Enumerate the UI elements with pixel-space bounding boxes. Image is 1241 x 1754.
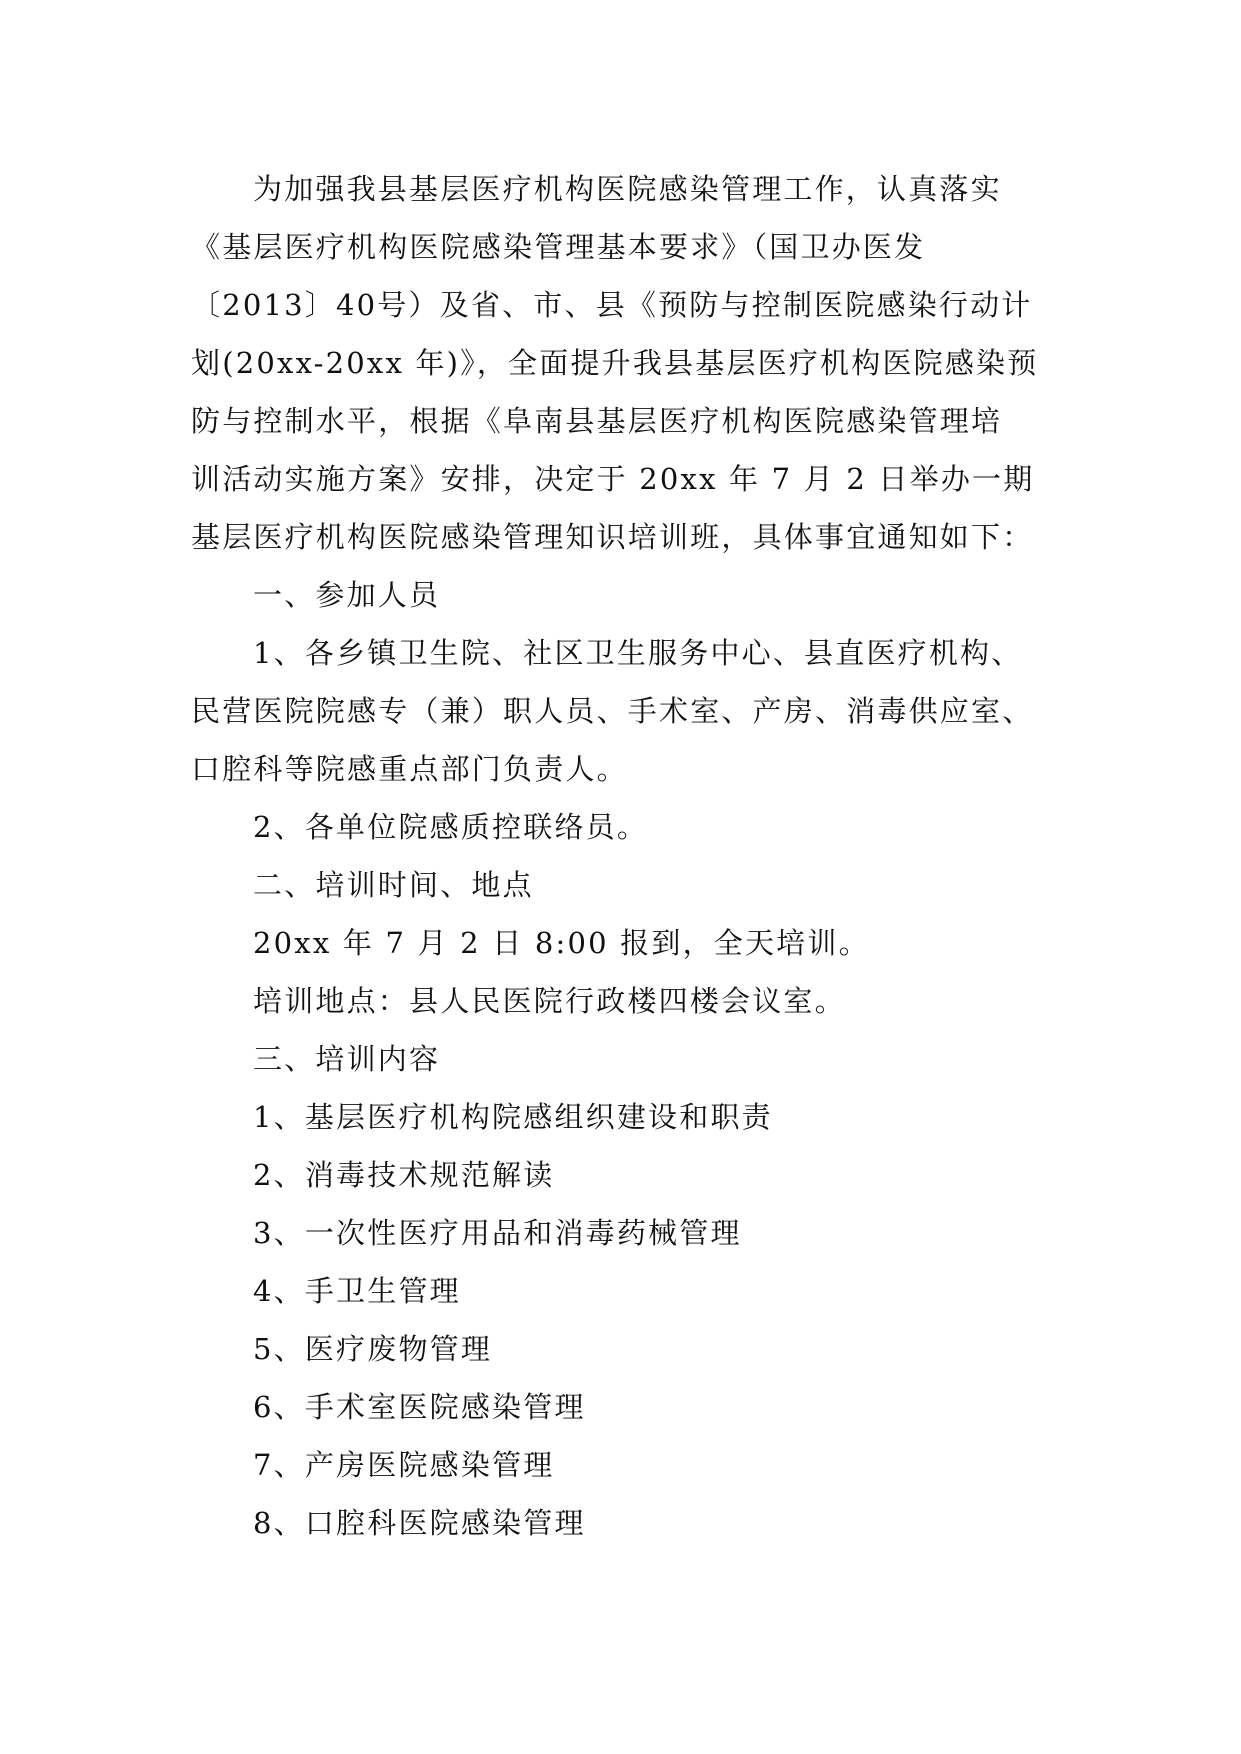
content-item: 5、医疗废物管理 xyxy=(253,1332,493,1366)
participants-item-1-line: 口腔科等院感重点部门负责人。 xyxy=(191,752,628,786)
intro-line: 为加强我县基层医疗机构医院感染管理工作，认真落实 xyxy=(253,172,1002,206)
section-heading-time-location: 二、培训时间、地点 xyxy=(253,868,534,902)
participants-item-1-line: 1、各乡镇卫生院、社区卫生服务中心、县直医疗机构、 xyxy=(253,636,1023,670)
content-item: 2、消毒技术规范解读 xyxy=(253,1158,555,1192)
content-item: 3、一次性医疗用品和消毒药械管理 xyxy=(253,1216,742,1250)
training-time: 20xx 年 7 月 2 日 8:00 报到，全天培训。 xyxy=(253,926,870,960)
intro-line: 《基层医疗机构医院感染管理基本要求》（国卫办医发 xyxy=(191,230,926,264)
participants-item-1-line: 民营医院院感专（兼）职人员、手术室、产房、消毒供应室、 xyxy=(191,694,1034,728)
content-item: 1、基层医疗机构院感组织建设和职责 xyxy=(253,1100,773,1134)
intro-line: 防与控制水平，根据《阜南县基层医疗机构医院感染管理培 xyxy=(191,404,1003,438)
content-item: 7、产房医院感染管理 xyxy=(253,1448,555,1482)
intro-line: 划(20xx-20xx 年)》，全面提升我县基层医疗机构医院感染预 xyxy=(191,346,1039,380)
document-body xyxy=(191,160,1071,1552)
training-location: 培训地点：县人民医院行政楼四楼会议室。 xyxy=(253,984,846,1018)
intro-line: 〔2013〕40号）及省、市、县《预防与控制医院感染行动计 xyxy=(191,288,1033,322)
intro-line: 训活动实施方案》安排，决定于 20xx 年 7 月 2 日举办一期 xyxy=(191,462,1035,496)
content-item: 6、手术室医院感染管理 xyxy=(253,1390,586,1424)
content-item: 8、口腔科医院感染管理 xyxy=(253,1506,586,1540)
participants-item-2: 2、各单位院感质控联络员。 xyxy=(253,810,649,844)
intro-line: 基层医疗机构医院感染管理知识培训班，具体事宜通知如下： xyxy=(191,520,1034,554)
section-heading-content: 三、培训内容 xyxy=(253,1042,441,1076)
content-item: 4、手卫生管理 xyxy=(253,1274,461,1308)
section-heading-participants: 一、参加人员 xyxy=(253,578,441,612)
